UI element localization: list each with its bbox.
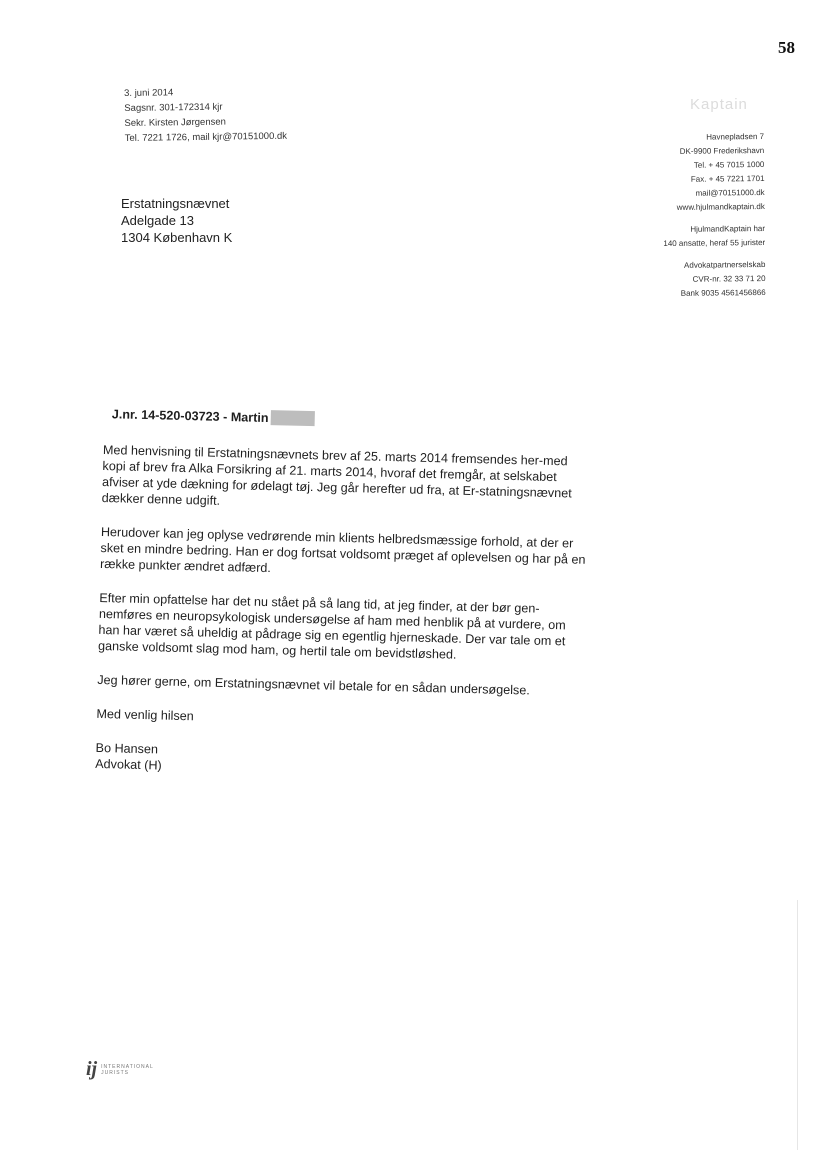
letter-date: 3. juni 2014 bbox=[124, 87, 174, 99]
recipient-name: Erstatningsnævnet bbox=[121, 196, 230, 211]
paragraph: Jeg hører gerne, om Erstatningsnævnet vil betale for en sådan undersøgelse. bbox=[97, 672, 530, 698]
recipient-address bbox=[121, 195, 232, 246]
signature-block bbox=[95, 740, 586, 784]
firm-website: www.hjulmandkaptain.dk bbox=[676, 201, 765, 212]
firm-email: mail@70151000.dk bbox=[695, 187, 765, 198]
firm-logo: Kaptain bbox=[690, 96, 748, 113]
page-number: 58 bbox=[778, 38, 795, 57]
contact-line: Tel. 7221 1726, mail kjr@70151000.dk bbox=[124, 130, 288, 144]
footer-logo-text bbox=[101, 1064, 154, 1076]
firm-staff-line-1: HjulmandKaptain har bbox=[690, 223, 766, 234]
firm-bank: Bank 9035 4561456866 bbox=[680, 287, 766, 298]
closing-greeting: Med venlig hilsen bbox=[96, 706, 194, 724]
recipient-street: Adelgade 13 bbox=[121, 213, 195, 228]
paragraph: Med henvisning til Erstatningsnævnets brev af 25. marts 2014 fremsendes her-med kopi af brev fra Alka Forsikring af 21. marts 2014, hvoraf det fremgår, at selskabet afviser at yde dækning for ødelagt tøj. Jeg går herefter ud fra, at Er-statningsnævnet dækker denne udgift. bbox=[101, 442, 572, 508]
letter-meta-block bbox=[124, 84, 287, 146]
case-number: Sagsnr. 301-172314 kjr bbox=[124, 101, 223, 114]
footer-logo-line-1: INTERNATIONAL bbox=[101, 1063, 154, 1070]
firm-address-line-2: DK-9900 Frederikshavn bbox=[679, 145, 765, 156]
signer-name: Bo Hansen bbox=[95, 740, 159, 757]
firm-staff-line-2: 140 ansatte, heraf 55 jurister bbox=[663, 237, 766, 249]
firm-fax: Fax. + 45 7221 1701 bbox=[690, 173, 765, 184]
paragraph: Herudover kan jeg oplyse vedrørende min klients helbredsmæssige forhold, at der er sket en mindre bedring. Han er dog fortsat voldsomt præget af oplevelsen og har på en række punkter ændret adfærd. bbox=[99, 524, 586, 576]
paragraph: Efter min opfattelse har det nu stået på så lang tid, at jeg finder, at der bør gen-nemføres en neuropsykologisk undersøgelse af ham med henblik på at vurdere, om han har været så uheldig at pådrage sig en egentlig hjerneskade. Der var tale om et ganske voldsomt slag mod ham, og hertil tale om bevidstløshed. bbox=[97, 590, 566, 662]
footer-logo-line-2: JURISTS bbox=[101, 1069, 129, 1076]
recipient-city: 1304 København K bbox=[121, 230, 233, 245]
scan-edge-line bbox=[797, 900, 798, 1150]
firm-address-line-1: Havnepladsen 7 bbox=[706, 131, 765, 142]
footer-logo-mark: ij bbox=[86, 1058, 98, 1080]
secretary-name: Sekr. Kirsten Jørgensen bbox=[124, 116, 226, 129]
firm-info-block bbox=[544, 130, 766, 310]
firm-cvr: CVR-nr. 32 33 71 20 bbox=[692, 273, 766, 284]
reference-text: J.nr. 14-520-03723 - Martin bbox=[111, 407, 269, 426]
redaction-box bbox=[270, 410, 314, 426]
firm-phone: Tel. + 45 7015 1000 bbox=[693, 159, 765, 170]
letter-body bbox=[95, 406, 594, 784]
signer-title: Advokat (H) bbox=[95, 756, 162, 773]
firm-company-type: Advokatpartnerselskab bbox=[683, 259, 766, 270]
reference-line bbox=[112, 406, 594, 434]
footer-logo bbox=[86, 1058, 154, 1081]
